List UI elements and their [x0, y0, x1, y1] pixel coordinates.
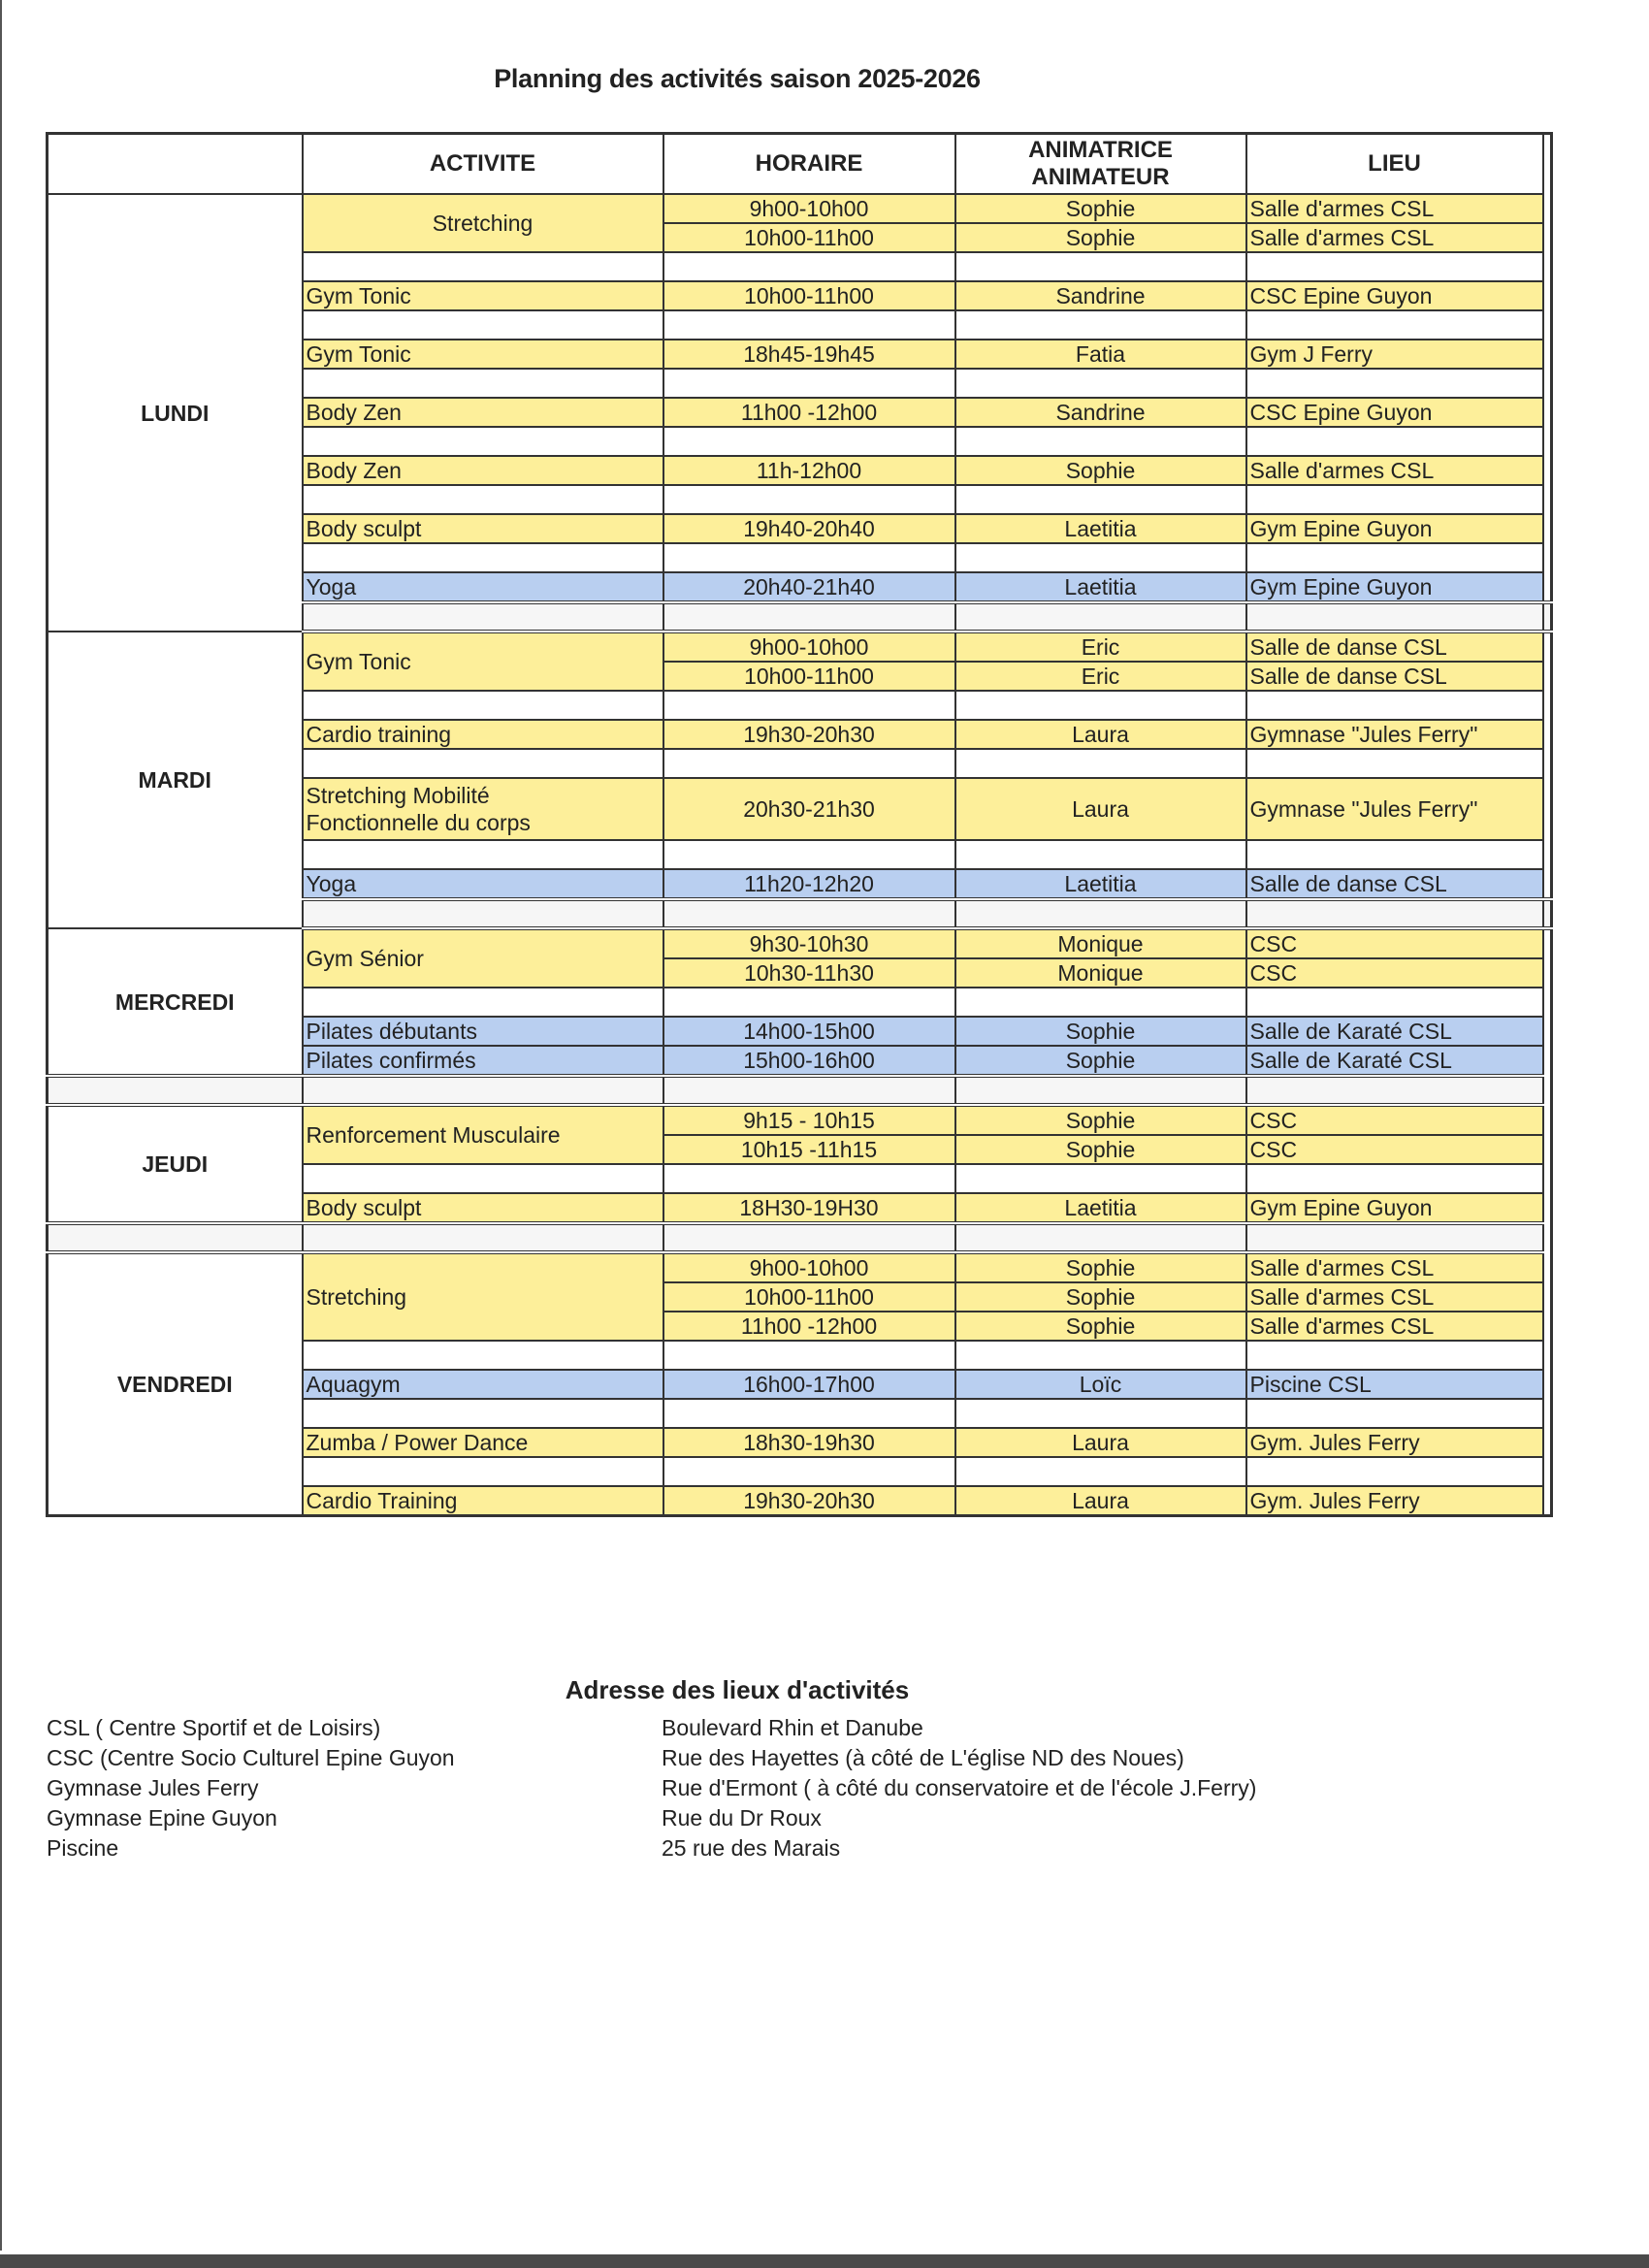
instructor-cell: Laetitia [955, 869, 1246, 899]
time-cell: 11h00 -12h00 [663, 398, 955, 427]
activity-cell: Gym Tonic [303, 340, 663, 369]
time-cell: 18h30-19h30 [663, 1428, 955, 1457]
address-item [47, 1743, 1256, 1773]
instructor-cell: Sophie [955, 1105, 1246, 1135]
location-cell: Gym Epine Guyon [1246, 1193, 1543, 1223]
location-cell: CSC Epine Guyon [1246, 281, 1543, 310]
time-cell: 9h00-10h00 [663, 632, 955, 662]
instructor-cell: Laura [955, 778, 1246, 840]
header-day [48, 134, 303, 195]
activity-cell [303, 778, 663, 840]
table-row [48, 1105, 1552, 1135]
instructor-cell: Sophie [955, 194, 1246, 223]
address-item [47, 1713, 1256, 1743]
venue-address: Rue des Hayettes (à côté de L'église ND des Noues) [662, 1745, 1184, 1770]
instructor-cell: Sandrine [955, 281, 1246, 310]
time-cell: 19h40-20h40 [663, 514, 955, 543]
time-cell: 10h30-11h30 [663, 958, 955, 988]
location-cell: Salle de danse CSL [1246, 632, 1543, 662]
activity-cell: Renforcement Musculaire [303, 1105, 663, 1164]
venue-name: Gymnase Epine Guyon [47, 1805, 277, 1831]
time-cell: 11h00 -12h00 [663, 1312, 955, 1341]
instructor-cell: Loïc [955, 1370, 1246, 1399]
time-cell: 14h00-15h00 [663, 1017, 955, 1046]
address-item [47, 1803, 1256, 1833]
venue-name: Piscine [47, 1835, 119, 1861]
instructor-cell: Sophie [955, 1017, 1246, 1046]
time-cell: 18H30-19H30 [663, 1193, 955, 1223]
location-cell: Gym. Jules Ferry [1246, 1486, 1543, 1516]
location-cell: Salle d'armes CSL [1246, 223, 1543, 252]
scan-edge [0, 2254, 1649, 2268]
activity-cell: Body sculpt [303, 514, 663, 543]
day-label-vendredi: VENDREDI [48, 1252, 303, 1516]
address-item [47, 1773, 1256, 1803]
activity-cell: Pilates débutants [303, 1017, 663, 1046]
day-label-jeudi: JEUDI [48, 1105, 303, 1223]
instructor-cell: Laetitia [955, 1193, 1246, 1223]
instructor-cell: Sophie [955, 1312, 1246, 1341]
activity-cell: Cardio Training [303, 1486, 663, 1516]
schedule-table [46, 132, 1553, 1517]
venue-address: Rue du Dr Roux [662, 1805, 822, 1831]
venue-name: Gymnase Jules Ferry [47, 1775, 259, 1800]
activity-cell: Body sculpt [303, 1193, 663, 1223]
venue-name: CSL ( Centre Sportif et de Loisirs) [47, 1715, 381, 1740]
header-animatrice-label: ANIMATRICE [1028, 137, 1173, 163]
table-row [48, 194, 1552, 223]
time-cell: 11h20-12h20 [663, 869, 955, 899]
location-cell: Salle de Karaté CSL [1246, 1046, 1543, 1076]
location-cell: Salle d'armes CSL [1246, 456, 1543, 485]
activity-cell: Body Zen [303, 398, 663, 427]
venue-address: 25 rue des Marais [662, 1835, 841, 1861]
activity-cell: Aquagym [303, 1370, 663, 1399]
instructor-cell: Sophie [955, 1135, 1246, 1164]
header-row [48, 134, 1552, 195]
instructor-cell: Laetitia [955, 514, 1246, 543]
location-cell: Salle d'armes CSL [1246, 1282, 1543, 1312]
instructor-cell: Monique [955, 958, 1246, 988]
address-item [47, 1833, 1256, 1863]
instructor-cell: Laura [955, 1428, 1246, 1457]
time-cell: 9h15 - 10h15 [663, 1105, 955, 1135]
day-label-mardi: MARDI [48, 632, 303, 928]
location-cell: Piscine CSL [1246, 1370, 1543, 1399]
activity-cell: Gym Sénior [303, 928, 663, 988]
time-cell: 18h45-19h45 [663, 340, 955, 369]
location-cell: CSC [1246, 928, 1543, 958]
location-cell: Gym J Ferry [1246, 340, 1543, 369]
location-cell: Gym Epine Guyon [1246, 572, 1543, 602]
instructor-cell: Fatia [955, 340, 1246, 369]
instructor-cell: Eric [955, 662, 1246, 691]
day-label-mercredi: MERCREDI [48, 928, 303, 1076]
location-cell: CSC Epine Guyon [1246, 398, 1543, 427]
instructor-cell: Sophie [955, 1282, 1246, 1312]
instructor-cell: Sophie [955, 456, 1246, 485]
table-row [48, 1252, 1552, 1282]
location-cell: Gymnase "Jules Ferry" [1246, 720, 1543, 749]
activity-line: Fonctionnelle du corps [306, 810, 531, 835]
activity-cell: Yoga [303, 572, 663, 602]
time-cell: 9h30-10h30 [663, 928, 955, 958]
time-cell: 10h00-11h00 [663, 223, 955, 252]
time-cell: 9h00-10h00 [663, 1252, 955, 1282]
activity-cell: Yoga [303, 869, 663, 899]
location-cell: Salle de danse CSL [1246, 869, 1543, 899]
time-cell: 19h30-20h30 [663, 720, 955, 749]
location-cell: Salle d'armes CSL [1246, 1252, 1543, 1282]
location-cell: CSC [1246, 1135, 1543, 1164]
location-cell: Gym. Jules Ferry [1246, 1428, 1543, 1457]
time-cell: 11h-12h00 [663, 456, 955, 485]
instructor-cell: Eric [955, 632, 1246, 662]
activity-cell: Gym Tonic [303, 632, 663, 691]
time-cell: 19h30-20h30 [663, 1486, 955, 1516]
header-horaire: HORAIRE [663, 134, 955, 195]
time-cell: 9h00-10h00 [663, 194, 955, 223]
instructor-cell: Sandrine [955, 398, 1246, 427]
addresses-title: Adresse des lieux d'activités [565, 1675, 910, 1704]
time-cell: 10h00-11h00 [663, 281, 955, 310]
day-separator [48, 1223, 1552, 1252]
header-activite: ACTIVITE [303, 134, 663, 195]
activity-cell: Zumba / Power Dance [303, 1428, 663, 1457]
location-cell: Salle d'armes CSL [1246, 194, 1543, 223]
day-label-lundi: LUNDI [48, 194, 303, 632]
header-animateur-label: ANIMATEUR [1031, 164, 1170, 190]
venue-name: CSC (Centre Socio Culturel Epine Guyon [47, 1745, 455, 1770]
venue-address: Boulevard Rhin et Danube [662, 1715, 923, 1740]
instructor-cell: Sophie [955, 223, 1246, 252]
location-cell: Gymnase "Jules Ferry" [1246, 778, 1543, 840]
time-cell: 16h00-17h00 [663, 1370, 955, 1399]
table-row [48, 928, 1552, 958]
location-cell: CSC [1246, 1105, 1543, 1135]
time-cell: 10h15 -11h15 [663, 1135, 955, 1164]
time-cell: 15h00-16h00 [663, 1046, 955, 1076]
page-title: Planning des activités saison 2025-2026 [494, 64, 981, 93]
activity-line: Stretching Mobilité [306, 783, 490, 808]
time-cell: 10h00-11h00 [663, 1282, 955, 1312]
table-row [48, 632, 1552, 662]
activity-cell: Stretching [303, 194, 663, 252]
instructor-cell: Laura [955, 720, 1246, 749]
location-cell: Salle de danse CSL [1246, 662, 1543, 691]
instructor-cell: Sophie [955, 1046, 1246, 1076]
location-cell: CSC [1246, 958, 1543, 988]
time-cell: 20h40-21h40 [663, 572, 955, 602]
venue-address: Rue d'Ermont ( à côté du conservatoire et de l'école J.Ferry) [662, 1775, 1257, 1800]
instructor-cell: Sophie [955, 1252, 1246, 1282]
activity-cell: Body Zen [303, 456, 663, 485]
time-cell: 10h00-11h00 [663, 662, 955, 691]
activity-cell: Stretching [303, 1252, 663, 1341]
day-separator [48, 1076, 1552, 1105]
instructor-cell: Laura [955, 1486, 1246, 1516]
activity-cell: Gym Tonic [303, 281, 663, 310]
page-edge [0, 0, 2, 2251]
location-cell: Salle de Karaté CSL [1246, 1017, 1543, 1046]
activity-cell: Pilates confirmés [303, 1046, 663, 1076]
instructor-cell: Monique [955, 928, 1246, 958]
header-lieu: LIEU [1246, 134, 1543, 195]
location-cell: Gym Epine Guyon [1246, 514, 1543, 543]
instructor-cell: Laetitia [955, 572, 1246, 602]
header-animateur [955, 134, 1246, 195]
location-cell: Salle d'armes CSL [1246, 1312, 1543, 1341]
time-cell: 20h30-21h30 [663, 778, 955, 840]
addresses-list [47, 1713, 1256, 1863]
activity-cell: Cardio training [303, 720, 663, 749]
